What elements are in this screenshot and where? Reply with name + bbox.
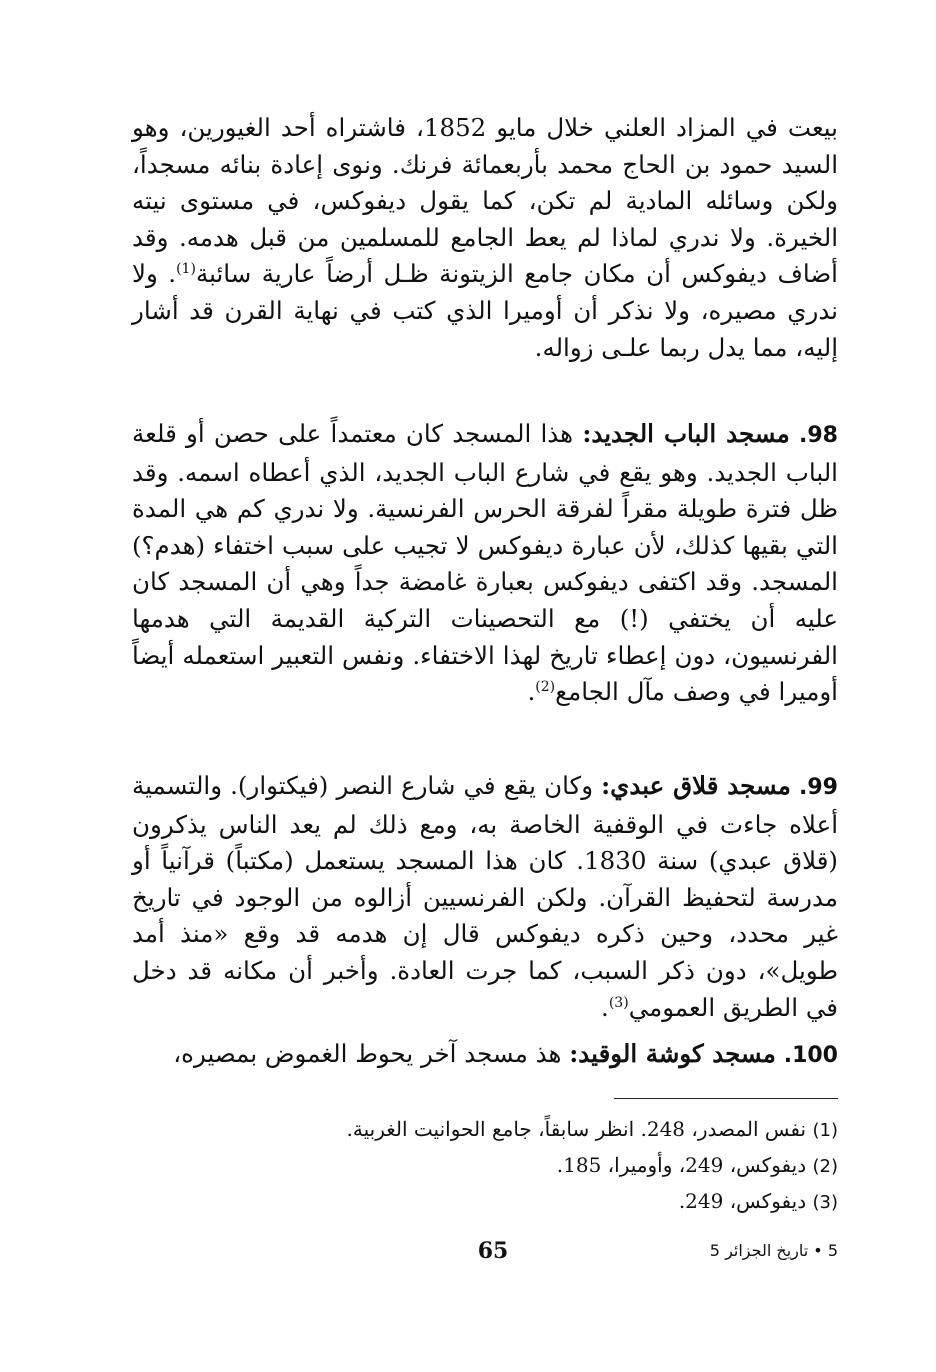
paragraph-zaytuna-continuation (132, 110, 838, 366)
entry-text-end: . (527, 677, 536, 707)
footnote-text: ديفوكس، 249، وأوميرا، 185. (556, 1153, 807, 1177)
footnote-number: (1) (812, 1120, 838, 1141)
entry-99 (132, 768, 838, 1026)
entry-text-end: . (601, 992, 609, 1022)
footnote-text: نفس المصدر، 248. انظر سابقاً، جامع الحوانيت الغربية. (346, 1117, 807, 1141)
entry-title: مسجد قلاق عبدي: (601, 771, 791, 800)
paragraph-text: . ولا ندري مصيره، ولا نذكر أن أوميرا الذي كتب في نهاية القرن قد أشار إليه، مما يدل ربما علـى زواله. (132, 259, 838, 362)
footnote-3 (132, 1184, 838, 1220)
footnotes (132, 1112, 838, 1220)
entry-title: مسجد كوشة الوقيد: (569, 1039, 776, 1068)
footnote-ref: (2) (535, 679, 556, 695)
entry-text: وكان يقع في شارع النصر (فيكتوار). والتسمية أعلاه جاءت في الوقفية الخاصة به، ومع ذلك لم يعد الناس يذكرون (قلاق عبدي) سنة 1830. كان هذا المسجد يستعمل (مكتباً) قرآنياً أو مدرسة لتحفيظ القرآن. ولكن الفرنسيين أزالوه من الوجود في تاريخ غير محدد، وحين ذكره ديفوكس قال إن هدمه قد وقع «منذ أمد طويل»، دون ذكر السبب، كما جرت العادة. وأخبر أن مكانه قد دخل في الطريق العمومي (132, 771, 838, 1022)
page-number: 65 (477, 1238, 509, 1264)
entry-98 (132, 416, 838, 711)
footnote-number: (2) (812, 1156, 838, 1177)
entry-title: مسجد الباب الجديد: (582, 419, 790, 448)
footnote-text: ديفوكس، 249. (678, 1189, 807, 1213)
entry-100 (132, 1036, 838, 1075)
footnote-ref: (1) (176, 261, 196, 278)
footnote-divider (614, 1098, 838, 1099)
footnote-number: (3) (812, 1192, 838, 1213)
footnote-1 (132, 1112, 838, 1148)
entry-text: هذا المسجد كان معتمداً على حصن أو قلعة الباب الجديد. وهو يقع في شارع الباب الجديد، الذي أعطاه اسمه. وقد ظل فترة طويلة مقراً لفرقة الحرس الفرنسية. ولا ندري كم هي المدة التي بقيها كذلك، لأن عبارة ديفوكس لا تجيب على سبب اختفاء (هدم؟) المسجد. وقد اكتفى ديفوكس بعبارة غامضة جداً وهي أن المسجد كان عليه أن يختفي (!) مع التحصينات التركية القديمة التي هدمها الفرنسيون، دون إعطاء تاريخ لهذا الاختفاء. ونفس التعبير استعمله أيضاً أوميرا في وصف مآل الجامع (132, 419, 838, 707)
entry-number: 98. (799, 423, 838, 448)
printer-signature: 5 • تاريخ الجزائر 5 (709, 1241, 838, 1260)
paragraph-text: بيعت في المزاد العلني خلال مايو 1852، فاشتراه أحد الغيورين، وهو السيد حمود بن الحاج محمد بأربعمائة فرنك. ونوى إعادة بنائه مسجداً، ولكن وسائله المادية لم تكن، كما يقول ديفوكس، في مستوى نيته الخيرة. ولا ندري لماذا لم يعط الجامع للمسلمين من قبل هدمه. وقد أضاف ديفوكس أن مكان جامع الزيتونة ظـل أرضاً عارية سائبة (132, 113, 839, 289)
entry-number: 100. (783, 1043, 838, 1068)
footnote-2 (132, 1148, 838, 1184)
entry-number: 99. (799, 775, 838, 800)
footnote-ref: (3) (608, 994, 629, 1011)
entry-text: هذ مسجد آخر يحوط الغموض بمصيره، (173, 1039, 562, 1068)
